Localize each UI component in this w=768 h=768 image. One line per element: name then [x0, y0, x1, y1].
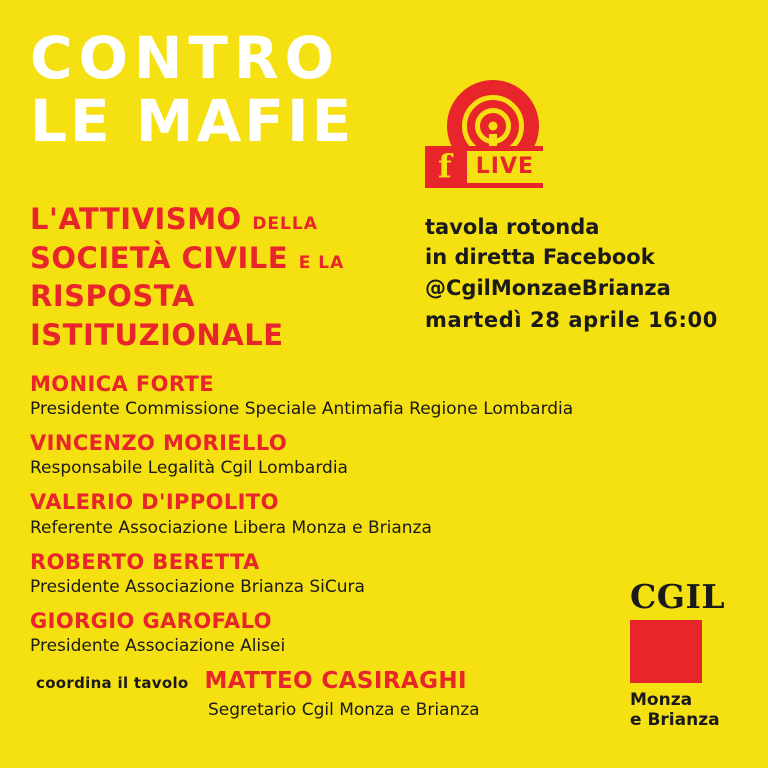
live-label: LIVE [467, 151, 543, 183]
speaker-role: Responsabile Legalità Cgil Lombardia [30, 458, 348, 479]
list-item [30, 490, 630, 538]
event-info-line-1: tavola rotonda [425, 215, 600, 239]
speaker-name: ROBERTO BERETTA [30, 549, 260, 574]
subtitle-line-2-main: SOCIETÀ CIVILE [30, 240, 289, 275]
subtitle-line-2-small: E LA [298, 252, 345, 273]
facebook-live-badge[interactable] [425, 80, 545, 192]
list-item [30, 550, 630, 598]
cgil-wordmark: CGIL [630, 577, 726, 616]
event-info-line-2: in diretta Facebook [425, 245, 655, 270]
cgil-square-icon [630, 620, 702, 683]
speaker-name: MONICA FORTE [30, 372, 215, 396]
facebook-f-icon: f [437, 147, 452, 185]
speaker-name: VINCENZO MORIELLO [30, 431, 288, 456]
cgil-logo [630, 577, 740, 730]
title-line-1: CONTRO [30, 24, 340, 92]
event-info-handle: @CgilMonzaeBrianza [425, 275, 671, 300]
subtitle-line-4: ISTITUZIONALE [30, 317, 284, 352]
subtitle-line-1-small: DELLA [252, 214, 318, 234]
poster-title [30, 24, 450, 155]
cgil-sublabel-line-1: Monza [630, 690, 693, 710]
moderator-row [36, 668, 596, 694]
cgil-sublabel [630, 691, 740, 730]
moderator-name: MATTEO CASIRAGHI [204, 668, 468, 694]
speaker-name: GIORGIO GAROFALO [30, 608, 272, 633]
event-info [425, 212, 745, 336]
list-item [30, 431, 630, 479]
facebook-live-bar [425, 146, 543, 188]
subtitle-line-3: RISPOSTA [30, 279, 195, 314]
moderator-block [36, 668, 596, 720]
speaker-role: Referente Associazione Libera Monza e Brianza [30, 517, 432, 538]
speaker-role: Presidente Commissione Speciale Antimafia Regione Lombardia [30, 399, 574, 420]
event-info-datetime: martedì 28 aprile 16:00 [425, 308, 718, 333]
moderator-role: Segretario Cgil Monza e Brianza [208, 700, 480, 720]
moderator-label: coordina il tavolo [36, 674, 189, 692]
speaker-list [30, 372, 630, 668]
subtitle-line-2 [30, 239, 430, 278]
broadcast-dot [489, 122, 498, 131]
list-item [30, 609, 630, 657]
subtitle-line-1-main: L'ATTIVISMO [30, 202, 242, 236]
cgil-sublabel-line-2: e Brianza [630, 709, 720, 730]
speaker-name: VALERIO D'IPPOLITO [30, 490, 279, 515]
poster-subtitle [30, 200, 430, 354]
title-line-2: LE MAFIE [30, 86, 355, 155]
list-item [30, 372, 630, 420]
speaker-role: Presidente Associazione Brianza SiCura [30, 576, 365, 597]
speaker-role: Presidente Associazione Alisei [30, 636, 286, 657]
subtitle-line-1 [30, 200, 430, 239]
